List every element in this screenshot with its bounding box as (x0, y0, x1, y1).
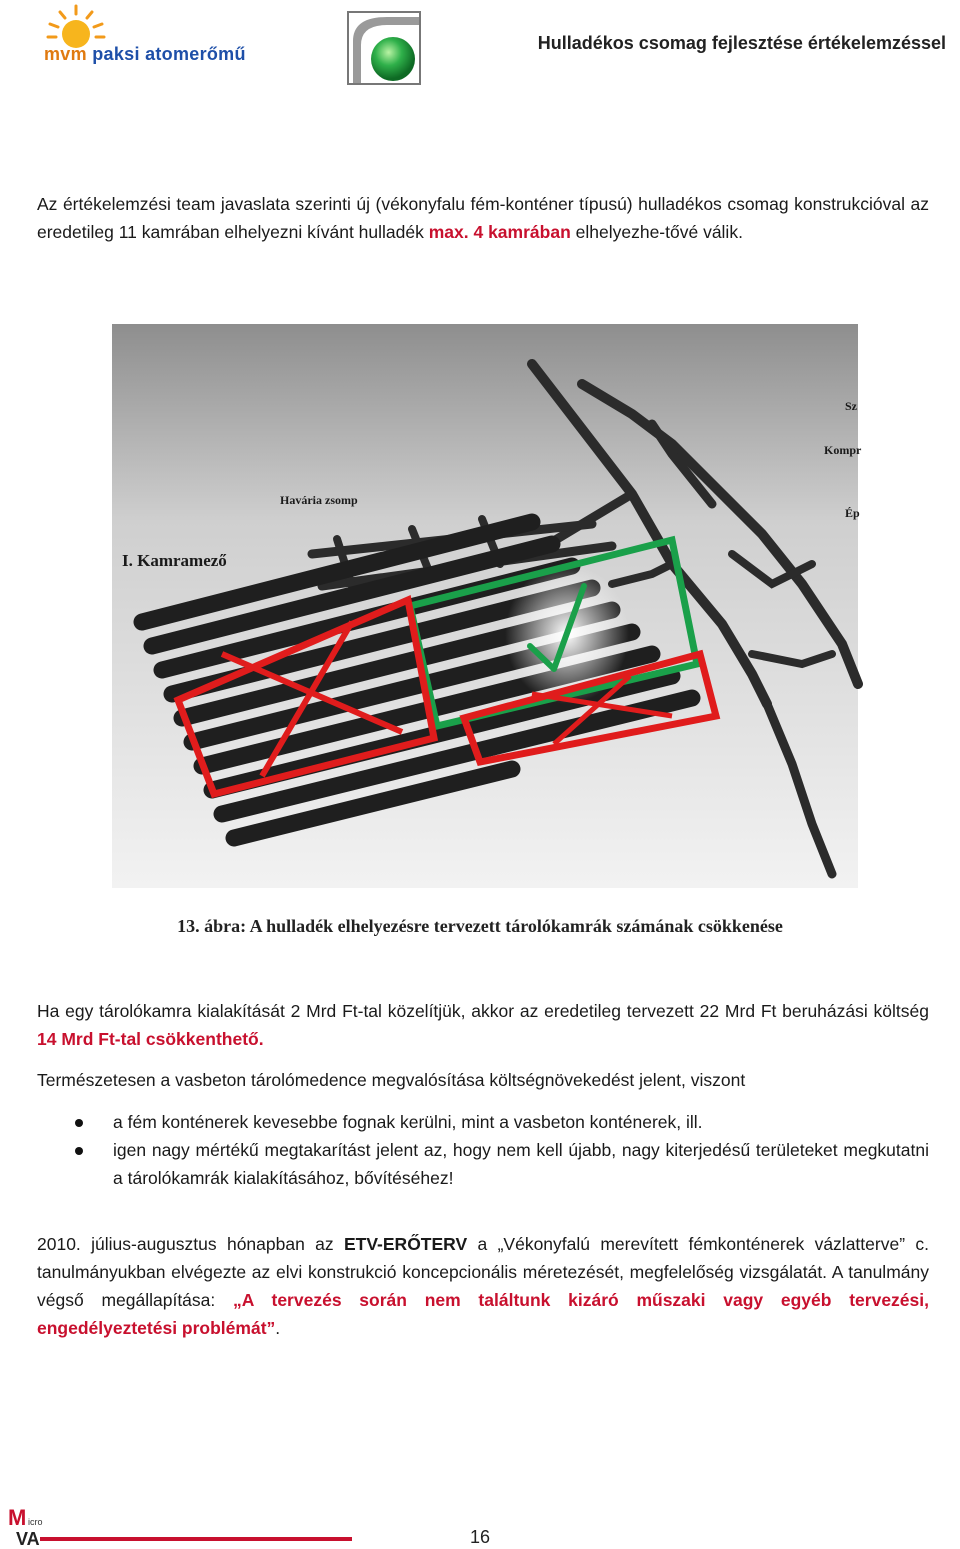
storage-chamber-figure (112, 324, 862, 888)
natural-paragraph: Természetesen a vasbeton tárolómedence megvalósítása költségnövekedést jelent, viszont (37, 1070, 746, 1090)
svg-text:M: M (8, 1505, 27, 1530)
intro-text: Az értékelemzési team javaslata szerinti új (vékonyfalu fém-konténer típusú) hulladékos csomag konstrukcióval az eredetileg 11 kamrában elhelyezni kívánt hulladék (37, 194, 929, 242)
bullet-list (75, 1108, 929, 1192)
svg-text:VA: VA (16, 1529, 40, 1549)
company-logo-text (44, 44, 246, 65)
bullet-icon (75, 1147, 83, 1155)
bullet-icon (75, 1119, 83, 1127)
study-text: 2010. július-augusztus hónapban az (37, 1234, 344, 1254)
intro-highlight: max. 4 kamrában (428, 222, 571, 242)
study-highlight: „A tervezés során nem találtunk kizáró műszaki vagy egyéb tervezési, engedélyeztetési problémát” (37, 1290, 929, 1338)
list-item (75, 1136, 929, 1192)
green-sphere-emblem-icon (347, 11, 421, 85)
study-text-end: . (275, 1318, 281, 1338)
cost-paragraph (37, 997, 929, 1053)
study-text-middle: a „Vékonyfalú merevített fémkonténerek vázlatterve” c. tanulmányukban elvégezte az elvi konstrukció koncepcionális méretezését, megfelelőség vizsgálatát. A tanulmány végső megállapítása: (37, 1234, 929, 1310)
svg-text:icro: icro (28, 1517, 43, 1527)
cost-highlight: 14 Mrd Ft-tal csökkenthető. (37, 1029, 264, 1049)
bullet-text: igen nagy mértékű megtakarítást jelent az, hogy nem kell újabb, nagy kiterjedésű területeket megkutatni a tárolókamrák kialakításához, bővítéséhez! (113, 1140, 929, 1188)
cost-text: Ha egy tárolókamra kialakítását 2 Mrd Ft-tal közelítjük, akkor az eredetileg tervezett 22 Mrd Ft beruházási költség (37, 1001, 929, 1021)
intro-text-end: elhelyezhe-tővé válik. (570, 222, 743, 242)
figure-caption: 13. ábra: A hulladék elhelyezésre tervezett tárolókamrák számának csökkenése (177, 916, 783, 936)
study-company: ETV-ERŐTERV (343, 1234, 468, 1254)
intro-paragraph (37, 190, 929, 246)
document-title: Hulladékos csomag fejlesztése értékelemzéssel (537, 33, 946, 53)
label-sz: Sz (845, 399, 857, 413)
label-havaria-zsomp: Havária zsomp (280, 493, 358, 507)
list-item (75, 1108, 929, 1136)
bullet-text: a fém konténerek kevesebbe fognak kerülni, mint a vasbeton konténerek, ill. (113, 1112, 703, 1132)
logo-brand: mvm (44, 44, 87, 64)
page-number: 16 (469, 1527, 491, 1547)
label-kompr: Kompr (824, 443, 862, 457)
label-kamramezo: I. Kamramező (122, 551, 227, 570)
study-paragraph (37, 1230, 929, 1342)
logo-name: paksi atomerőmű (92, 44, 246, 64)
label-ep: Ép (845, 506, 860, 520)
